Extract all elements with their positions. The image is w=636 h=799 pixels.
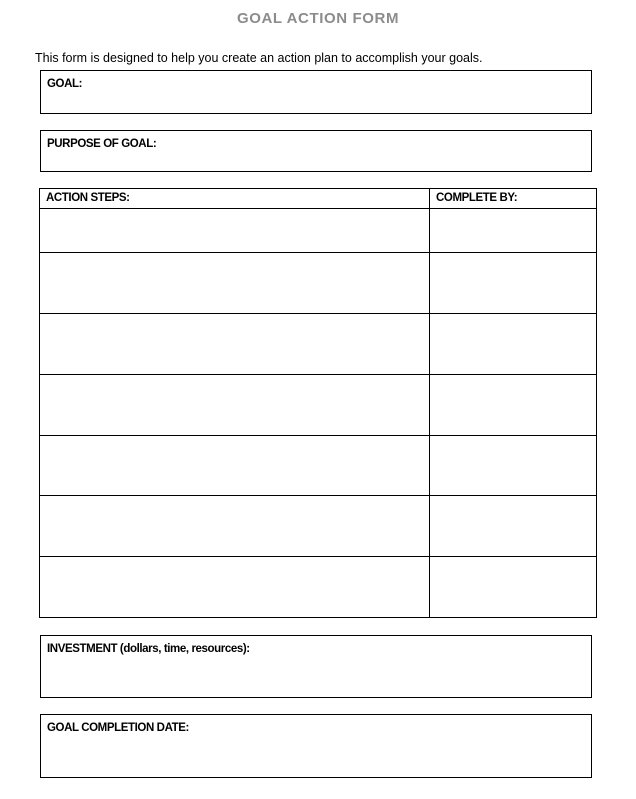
complete-by-header: COMPLETE BY:	[430, 189, 597, 209]
table-row	[40, 314, 597, 375]
action-step-cell[interactable]	[40, 436, 430, 496]
form-intro-text: This form is designed to help you create an action plan to accomplish your goals.	[35, 51, 483, 65]
action-step-cell[interactable]	[40, 557, 430, 618]
goal-completion-date-label: GOAL COMPLETION DATE:	[47, 722, 189, 734]
table-row	[40, 253, 597, 314]
form-title: GOAL ACTION FORM	[236, 10, 400, 27]
complete-by-cell[interactable]	[430, 314, 597, 375]
complete-by-cell[interactable]	[430, 209, 597, 253]
goal-field[interactable]	[40, 70, 592, 114]
action-step-cell[interactable]	[40, 375, 430, 436]
action-step-cell[interactable]	[40, 209, 430, 253]
goal-label: GOAL:	[47, 78, 83, 90]
table-header-row	[40, 189, 597, 209]
table-row	[40, 436, 597, 496]
complete-by-cell[interactable]	[430, 496, 597, 557]
purpose-of-goal-label: PURPOSE OF GOAL:	[47, 138, 157, 150]
complete-by-cell[interactable]	[430, 253, 597, 314]
complete-by-cell[interactable]	[430, 375, 597, 436]
action-step-cell[interactable]	[40, 253, 430, 314]
investment-field[interactable]	[40, 635, 592, 698]
complete-by-cell[interactable]	[430, 436, 597, 496]
table-row	[40, 209, 597, 253]
table-row	[40, 375, 597, 436]
complete-by-cell[interactable]	[430, 557, 597, 618]
table-row	[40, 557, 597, 618]
action-step-cell[interactable]	[40, 496, 430, 557]
goal-completion-date-field[interactable]	[40, 714, 592, 778]
action-steps-table	[39, 188, 597, 618]
purpose-of-goal-field[interactable]	[40, 130, 592, 172]
action-steps-header: ACTION STEPS:	[40, 189, 430, 209]
investment-label: INVESTMENT (dollars, time, resources):	[47, 643, 250, 655]
table-row	[40, 496, 597, 557]
action-step-cell[interactable]	[40, 314, 430, 375]
